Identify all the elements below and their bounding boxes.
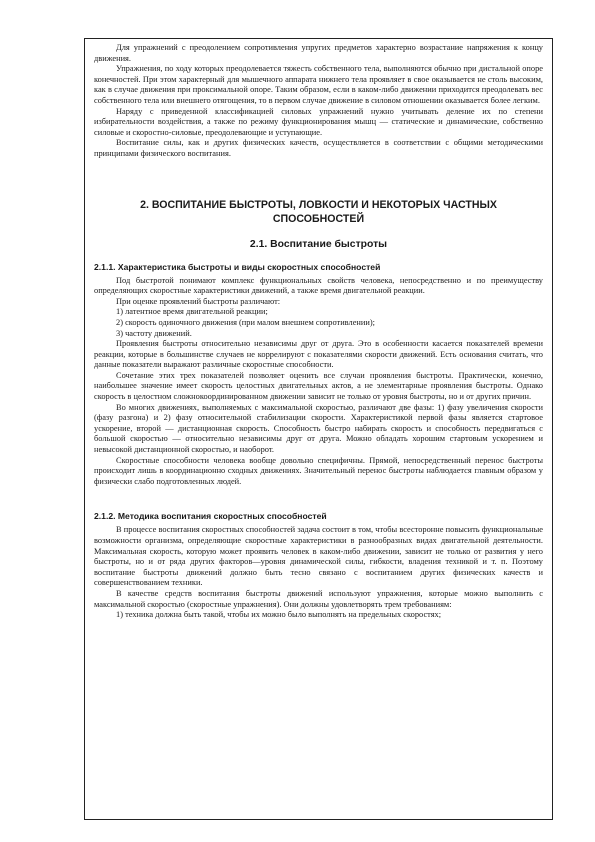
paragraph: В качестве средств воспитания быстроты движений используют упражнения, которые можно выполнить с максимальной скоростью (скоростные упражнения). Они должны удовлетворять трем требованиям:: [94, 588, 543, 609]
paragraph: Проявления быстроты относительно независимы друг от друга. Это в особенности касается показателей времени реакции, которые в большинстве случаев не коррелируют с показателями скорости движений. Есть основания считать, что данные показатели выражают различные скоростные способности.: [94, 339, 543, 370]
paragraph: Сочетание этих трех показателей позволяет оценить все случаи проявления быстроты. Практически, конечно, наибольшее значение имеет скорость целостных двигательных актов, а не элементарные проявления быстроты. Однако скорость в целостном сложнокоординированном движении зависит не только от уровня быстроты, но и от других причин.: [94, 370, 543, 402]
list-item: 1) латентное время двигательной реакции;: [116, 307, 268, 317]
subsection-heading: 2.1.2. Методика воспитания скоростных способностей: [94, 511, 327, 522]
paragraph: Под быстротой понимают комплекс функциональных свойств человека, непосредственно и по преимуществу определяющих скоростные характеристики движений, а также время двигательной реакции.: [94, 275, 543, 296]
list-item: 1) техника должна быть такой, чтобы их можно было выполнять на предельных скоростях;: [116, 610, 442, 620]
paragraph: Воспитание силы, как и других физических качеств, осуществляется в соответствии с общими методическими принципами физического воспитания.: [94, 138, 543, 158]
paragraph: Для упражнений с преодолением сопротивления упругих предметов характерно возрастание напряжения к концу движения.: [94, 43, 543, 63]
chapter-heading: 2. ВОСПИТАНИЕ БЫСТРОТЫ, ЛОВКОСТИ И НЕКОТОРЫХ ЧАСТНЫХ СПОСОБНОСТЕЙ: [140, 198, 497, 225]
list-item: 3) частоту движений.: [116, 328, 192, 338]
paragraph: Скоростные способности человека вообще довольно специфичны. Прямой, непосредственный перенос быстроты происходит лишь в координационно сходных движениях. Значительный перенос быстроты наблюдается главным образом у физически слабо подготовленных людей.: [94, 455, 543, 486]
section-heading: 2.1. Воспитание быстроты: [249, 238, 388, 250]
paragraph: В процессе воспитания скоростных способностей задача состоит в том, чтобы всесторонне повысить функциональные возможности организма, определяющие скоростные характеристики в разнообразных видах двигательной деятельности. Максимальная скорость, которую может проявить человек в каком-либо движении, зависит не только от развития у него быстроты, но и от ряда других факторов—уровня динамической силы, гибкости, владения техникой и т. п. Поэтому воспитание быстроты движений должно быть тесно связано с воспитанием других физических качеств и совершенствованием техники.: [94, 525, 543, 588]
paragraph: Наряду с приведенной классификацией силовых упражнений нужно учитывать деление их по степени избирательности воздействия, а также по режиму функционирования мышц — статические и динамические, собственно силовые и скоростно-силовые, преодолевающие и уступающие.: [94, 106, 543, 137]
paragraph: Упражнения, по ходу которых преодолевается тяжесть собственного тела, выполняются обычно при дистальной опоре конечностей. При этом характерный для мышечного аппарата нижнего тела проявляет в свое оказывается не столь высоким, как в случае движения при проксимальной опоре. Таким образом, если в каком-либо движении приходится преодолевать вес собственного тела или внешнего отягощения, то в первом случае движение в силовом отношении оказывается более легким.: [94, 64, 543, 105]
list-intro: При оценке проявлений быстроты различают:: [116, 296, 281, 306]
paragraph: Во многих движениях, выполняемых с максимальной скоростью, различают две фазы: 1) фазу увеличения скорости (фазу разгона) и 2) фазу относительной стабилизации скорости. Характеристикой первой фазы является стартовое ускорение, второй — дистанционная скорость. Способность быстро набирать скорость и способность передвигаться с большой скоростью — относительно независимы друг от друга. Можно обладать хорошим стартовым ускорением и невысокой дистанционной скоростью, и наоборот.: [94, 402, 543, 455]
list-item: 2) скорость одиночного движения (при малом внешнем сопротивлении);: [116, 317, 375, 327]
page-frame: [84, 38, 553, 820]
subsection-heading: 2.1.1. Характеристика быстроты и виды скоростных способностей: [94, 261, 381, 272]
